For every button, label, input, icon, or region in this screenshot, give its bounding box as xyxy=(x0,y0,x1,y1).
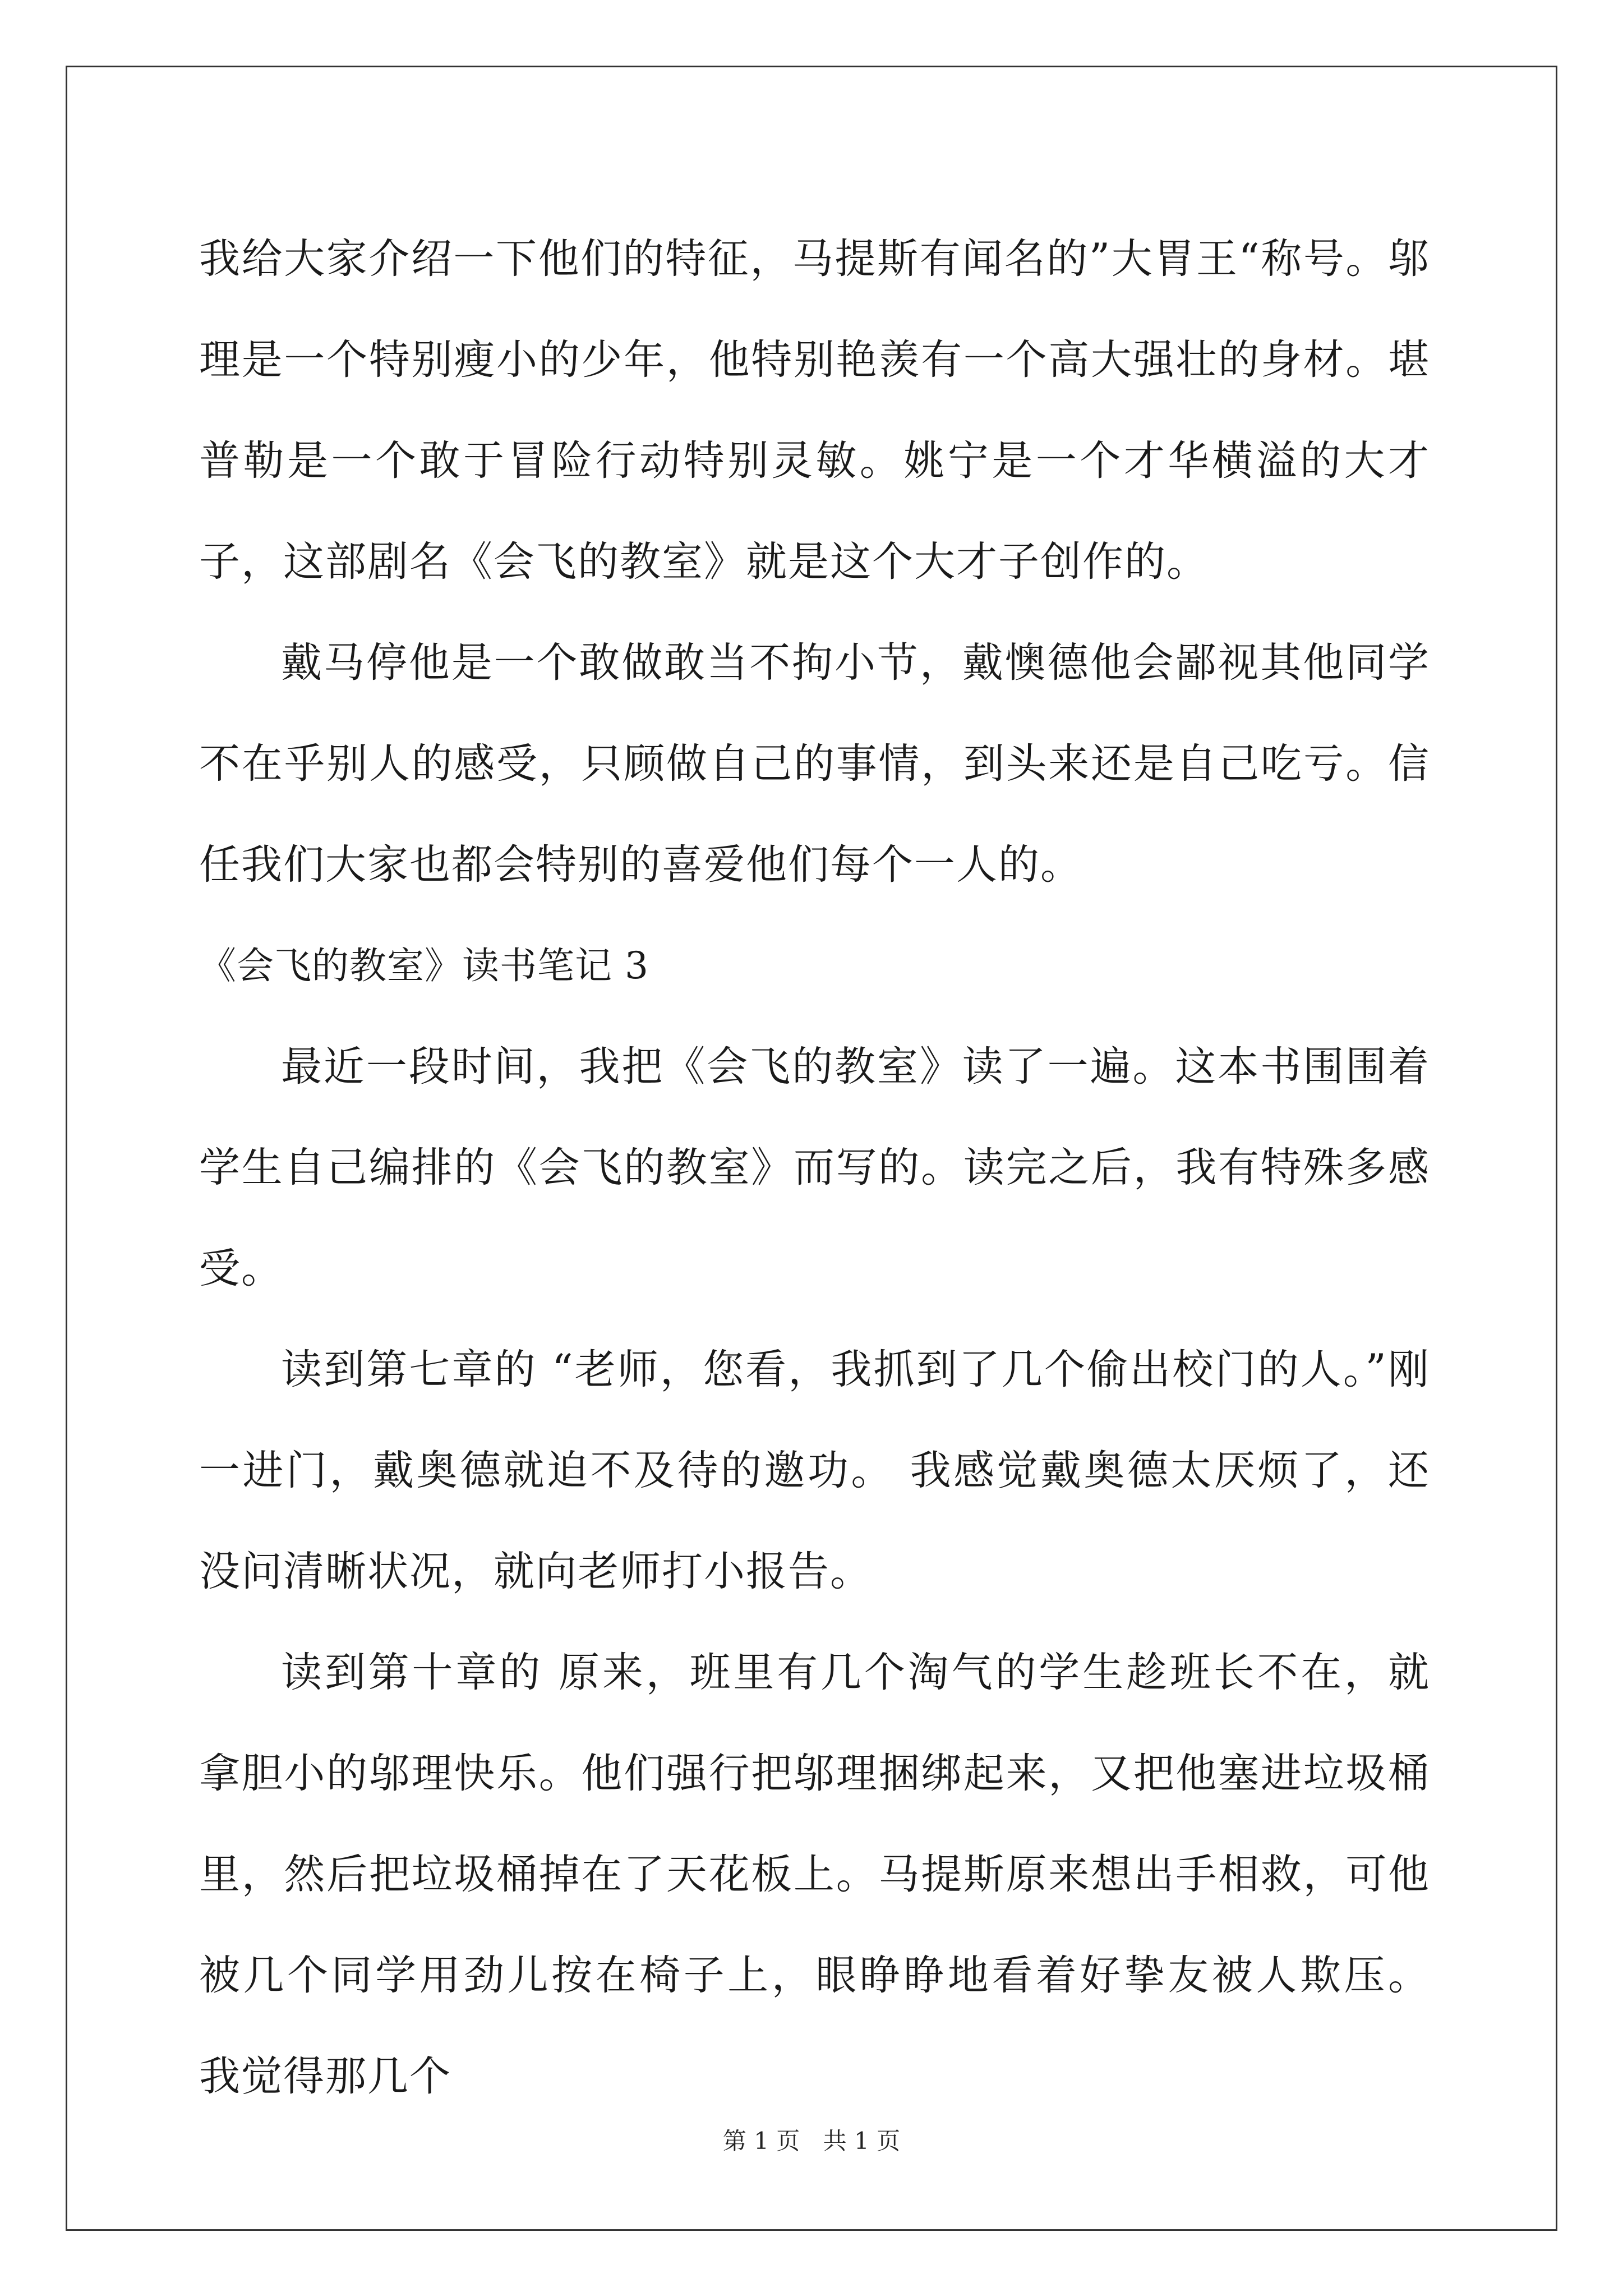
page-number-total: 共 1 页 xyxy=(823,2127,901,2155)
document-body xyxy=(199,209,1430,2127)
paragraph-3: 最近一段时间，我把《会飞的教室》读了一遍。这本书围围着学生自己编排的《会飞的教室》而写的。读完之后，我有特殊多感受。 xyxy=(199,1043,1430,1292)
page-number-current: 第 1 页 xyxy=(722,2127,800,2155)
paragraph-4: 读到第七章的 “老师，您看，我抓到了几个偷出校门的人。”刚一进门，戴奥德就迫不及待的邀功。 我感觉戴奥德太厌烦了，还没问清晰状况，就向老师打小报告。 xyxy=(199,1346,1430,1595)
page-footer xyxy=(0,2123,1623,2156)
paragraph-2: 戴马停他是一个敢做敢当不拘小节，戴懊德他会鄙视其他同学不在乎别人的感受，只顾做自己的事情，到头来还是自己吃亏。信任我们大家也都会特别的喜爱他们每个一人的。 xyxy=(199,639,1430,889)
paragraph-1: 我给大家介绍一下他们的特征，马提斯有闻名的”大胃王“称号。邬理是一个特别瘦小的少年，他特别艳羡有一个高大强壮的身材。堪普勒是一个敢于冒险行动特别灵敏。姚宁是一个才华横溢的大才子，这部剧名《会飞的教室》就是这个大才子创作的。 xyxy=(199,235,1430,586)
paragraph-5: 读到第十章的 原来，班里有几个淘气的学生趁班长不在，就拿胆小的邬理快乐。他们强行把邬理捆绑起来，又把他塞进垃圾桶里，然后把垃圾桶掉在了天花板上。马提斯原来想出手相救，可他被几个同学用劲儿按在椅子上，眼睁睁地看着好挚友被人欺压。 我觉得那几个 xyxy=(199,1649,1430,2100)
section-heading: 《会飞的教室》读书笔记 3 xyxy=(199,944,649,987)
